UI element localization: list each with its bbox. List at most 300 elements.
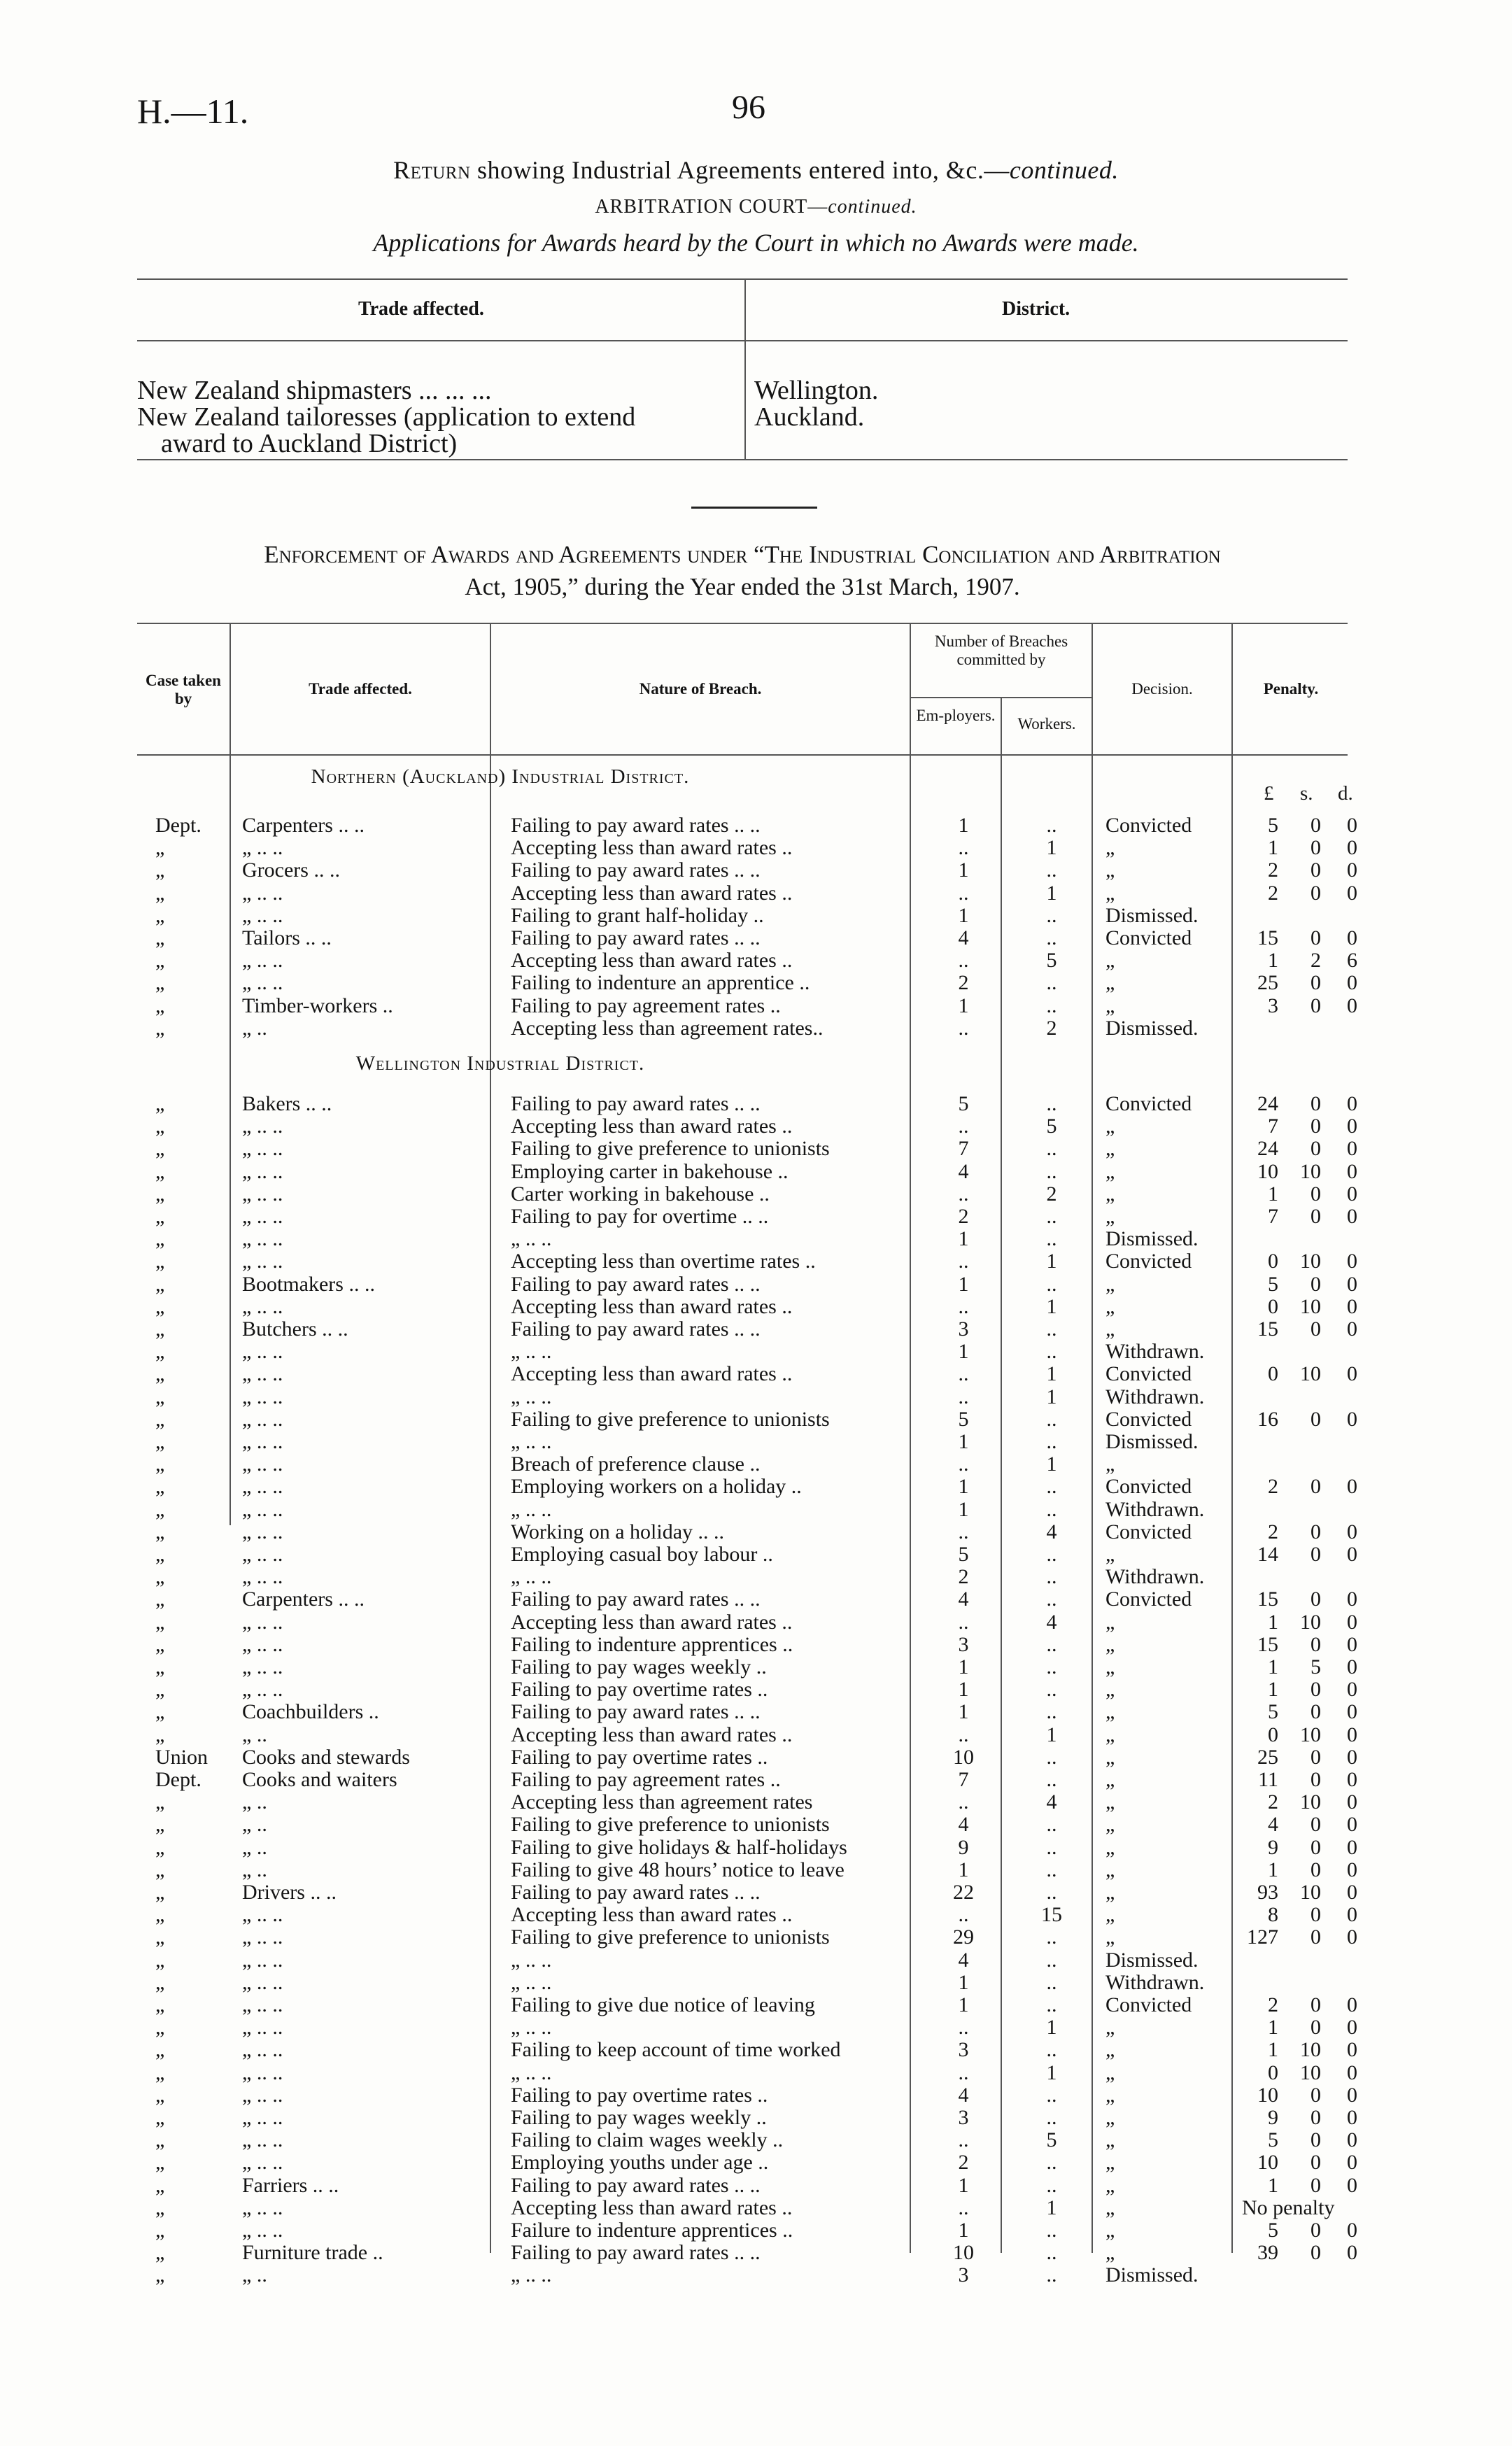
nature-of-breach: Accepting less than overtime rates .. <box>511 1250 816 1273</box>
penalty-shillings: 0 <box>1310 1835 1321 1859</box>
penalty-pounds: 5 <box>1268 1272 1278 1296</box>
worker-breaches: 15 <box>1041 1903 1062 1927</box>
decision: Convicted <box>1105 814 1192 837</box>
table-row <box>0 1250 1512 1273</box>
trade-affected: Coachbuilders .. <box>242 1700 379 1724</box>
penalty-pounds: 10 <box>1257 2083 1278 2107</box>
penalty-shillings: 0 <box>1310 1137 1321 1161</box>
employer-breaches: 1 <box>958 1858 969 1881</box>
penalty-pence: 0 <box>1347 2151 1357 2175</box>
trade-affected: „ .. .. <box>242 1903 283 1927</box>
trade-affected: „ .. .. <box>242 1227 283 1251</box>
decision: Withdrawn. <box>1105 1565 1205 1589</box>
employer-breaches: .. <box>958 1016 969 1040</box>
penalty-shillings: 0 <box>1310 1925 1321 1949</box>
case-taken-by: „ <box>155 2219 165 2242</box>
nature-of-breach: Failing to pay award rates .. .. <box>511 858 761 882</box>
decision: „ <box>1105 2083 1115 2107</box>
penalty-pounds: 15 <box>1257 1317 1278 1341</box>
penalty-pence: 0 <box>1347 1655 1357 1678</box>
nature-of-breach: Accepting less than award rates .. <box>511 1115 793 1138</box>
case-taken-by: „ <box>155 1948 165 1972</box>
trade-affected: „ .. .. <box>242 949 283 973</box>
employer-breaches: 1 <box>958 903 969 927</box>
penalty-pounds: 3 <box>1268 994 1278 1017</box>
worker-breaches: .. <box>1046 1317 1057 1341</box>
case-taken-by: „ <box>155 1115 165 1138</box>
trade-affected: „ .. .. <box>242 1294 283 1318</box>
trade-affected: „ .. .. <box>242 836 283 860</box>
employer-breaches: 1 <box>958 1430 969 1453</box>
court-heading-continued: continued. <box>828 196 917 218</box>
penalty-pence: 0 <box>1347 1588 1357 1611</box>
nature-of-breach: Accepting less than award rates .. <box>511 1610 793 1634</box>
penalty-pence: 0 <box>1347 1881 1357 1904</box>
penalty-pounds: 4 <box>1268 1813 1278 1837</box>
table-row <box>0 1318 1512 1341</box>
document-reference: H.—11. <box>137 92 249 131</box>
penalty-pence: 0 <box>1347 1678 1357 1702</box>
penalty-pounds: 1 <box>1268 1678 1278 1702</box>
trade-affected: „ .. .. <box>242 1610 283 1634</box>
penalty-shillings: 10 <box>1300 1881 1321 1904</box>
trade-affected: Butchers .. .. <box>242 1317 348 1341</box>
decision: „ <box>1105 2196 1115 2219</box>
nature-of-breach: Failing to pay agreement rates .. <box>511 994 781 1017</box>
worker-breaches: .. <box>1046 2106 1057 2129</box>
case-taken-by: „ <box>155 903 165 927</box>
nature-of-breach: Accepting less than award rates .. <box>511 2196 793 2219</box>
table-row <box>0 859 1512 882</box>
case-taken-by: „ <box>155 1430 165 1453</box>
trade-affected: „ .. .. <box>242 1993 283 2016</box>
employer-breaches: 2 <box>958 1205 969 1228</box>
nature-of-breach: Failing to pay overtime rates .. <box>511 2083 768 2107</box>
penalty-shillings: 0 <box>1310 2151 1321 2175</box>
table-row <box>0 1408 1512 1431</box>
decision: „ <box>1105 1159 1115 1183</box>
employer-breaches: .. <box>958 881 969 905</box>
trade-affected: Grocers .. .. <box>242 858 340 882</box>
case-taken-by: „ <box>155 1700 165 1724</box>
decision: „ <box>1105 1700 1115 1724</box>
return-title-rest: showing Industrial Agreements entered into, &c.— <box>477 156 1010 184</box>
worker-breaches: .. <box>1046 1678 1057 1702</box>
penalty-pence: 0 <box>1347 1317 1357 1341</box>
penalty-shillings: 0 <box>1310 1407 1321 1431</box>
penalty-pence: 0 <box>1347 1250 1357 1273</box>
decision: „ <box>1105 2219 1115 2242</box>
worker-breaches: 5 <box>1046 1115 1057 1138</box>
penalty-pounds: 25 <box>1257 1745 1278 1769</box>
table-row <box>0 2062 1512 2084</box>
penalty-pence: 0 <box>1347 1159 1357 1183</box>
penalty-pounds: 10 <box>1257 1159 1278 1183</box>
case-taken-by: „ <box>155 994 165 1017</box>
employer-breaches: 1 <box>958 2173 969 2197</box>
application-trade: award to Auckland District) <box>161 429 458 458</box>
nature-of-breach: Working on a holiday .. .. <box>511 1520 725 1543</box>
penalty-pounds: 11 <box>1258 1768 1278 1791</box>
table-row <box>0 2151 1512 2174</box>
worker-breaches: .. <box>1046 1858 1057 1881</box>
application-district: Wellington. <box>754 376 879 405</box>
decision: „ <box>1105 1678 1115 1702</box>
penalty-pence: 0 <box>1347 926 1357 949</box>
col-header-penalty: Penalty. <box>1263 680 1319 698</box>
table-row <box>0 1926 1512 1949</box>
table-rule <box>137 278 1348 280</box>
worker-breaches: .. <box>1046 903 1057 927</box>
table-row <box>0 1161 1512 1183</box>
employer-breaches: .. <box>958 1903 969 1927</box>
col-header-employers: Em-ployers. <box>916 707 996 724</box>
nature-of-breach: Employing carter in bakehouse .. <box>511 1159 789 1183</box>
decision: Convicted <box>1105 1993 1192 2016</box>
penalty-shillings: 0 <box>1310 1205 1321 1228</box>
trade-affected: „ .. .. <box>242 1565 283 1589</box>
nature-of-breach: Failing to pay wages weekly .. <box>511 2106 767 2129</box>
court-heading-text: ARBITRATION COURT— <box>595 196 828 218</box>
worker-breaches: .. <box>1046 1948 1057 1972</box>
penalty-pence: 0 <box>1347 1993 1357 2016</box>
nature-of-breach: Failing to pay award rates .. .. <box>511 1588 761 1611</box>
case-taken-by: „ <box>155 1925 165 1949</box>
decision: Convicted <box>1105 1475 1192 1499</box>
employer-breaches: 22 <box>953 1881 974 1904</box>
decision: „ <box>1105 1182 1115 1206</box>
penalty-shillings: 0 <box>1310 1317 1321 1341</box>
worker-breaches: .. <box>1046 1970 1057 1994</box>
worker-breaches: 2 <box>1046 1016 1057 1040</box>
nature-of-breach: Breach of preference clause .. <box>511 1452 761 1476</box>
worker-breaches: .. <box>1046 2083 1057 2107</box>
table-rule <box>744 278 746 459</box>
employer-breaches: 3 <box>958 2263 969 2287</box>
table-row <box>0 2084 1512 2107</box>
case-taken-by: „ <box>155 926 165 949</box>
employer-breaches: 1 <box>958 858 969 882</box>
table-rule <box>910 697 1091 698</box>
table-row <box>0 1634 1512 1656</box>
penalty-shillings: 0 <box>1310 1813 1321 1837</box>
employer-breaches: .. <box>958 1520 969 1543</box>
table-row <box>0 1017 1512 1040</box>
trade-affected: „ .. .. <box>242 903 283 927</box>
penalty-shillings: 0 <box>1310 1182 1321 1206</box>
penalty-shillings: 10 <box>1300 1723 1321 1746</box>
worker-breaches: .. <box>1046 1092 1057 1115</box>
penalty-shillings: 0 <box>1310 881 1321 905</box>
table-row <box>0 1431 1512 1453</box>
trade-affected: „ .. .. <box>242 881 283 905</box>
table-row <box>0 1115 1512 1138</box>
district-heading-northern: Northern (Auckland) Industrial District. <box>311 765 690 788</box>
nature-of-breach: „ .. .. <box>511 1385 552 1408</box>
pounds-header: £ <box>1264 782 1274 805</box>
penalty-pounds: 24 <box>1257 1092 1278 1115</box>
worker-breaches: .. <box>1046 1475 1057 1499</box>
decision: Dismissed. <box>1105 1430 1199 1453</box>
col-header-workers: Workers. <box>1017 715 1076 733</box>
nature-of-breach: Failing to pay award rates .. .. <box>511 1700 761 1724</box>
penalty-pence: 0 <box>1347 1632 1357 1656</box>
nature-of-breach: „ .. .. <box>511 1340 552 1364</box>
decision: Convicted <box>1105 1250 1192 1273</box>
employer-breaches: 5 <box>958 1543 969 1566</box>
penalty-pence: 0 <box>1347 814 1357 837</box>
trade-affected: „ .. .. <box>242 1632 283 1656</box>
table-row <box>0 1724 1512 1746</box>
case-taken-by: „ <box>155 1317 165 1341</box>
penalty-shillings: 0 <box>1310 2083 1321 2107</box>
employer-breaches: 4 <box>958 926 969 949</box>
table-row <box>0 2129 1512 2151</box>
penalty-pence: 0 <box>1347 1723 1357 1746</box>
nature-of-breach: „ .. .. <box>511 2060 552 2084</box>
penalty-shillings: 2 <box>1310 949 1321 973</box>
case-taken-by: „ <box>155 2263 165 2287</box>
penalty-pence: 0 <box>1347 1362 1357 1386</box>
decision: „ <box>1105 1925 1115 1949</box>
worker-breaches: .. <box>1046 1745 1057 1769</box>
case-taken-by: „ <box>155 2060 165 2084</box>
penalty-shillings: 0 <box>1310 994 1321 1017</box>
penalty-pence: 0 <box>1347 2038 1357 2062</box>
employer-breaches: 4 <box>958 2083 969 2107</box>
employer-breaches: .. <box>958 1452 969 1476</box>
penalty-shillings: 0 <box>1310 1092 1321 1115</box>
decision: Dismissed. <box>1105 1016 1199 1040</box>
employer-breaches: 1 <box>958 1655 969 1678</box>
trade-affected: „ .. .. <box>242 1925 283 1949</box>
penalty-pounds: 16 <box>1257 1407 1278 1431</box>
decision: „ <box>1105 949 1115 973</box>
col-header-trade: Trade affected. <box>358 298 484 320</box>
penalty-shillings: 0 <box>1310 2219 1321 2242</box>
trade-affected: „ .. .. <box>242 1452 283 1476</box>
nature-of-breach: Failing to pay agreement rates .. <box>511 1768 781 1791</box>
enforcement-title-line1: Enforcement of Awards and Agreements under “The Industrial Conciliation and Arbitration <box>264 541 1221 568</box>
decision: „ <box>1105 1655 1115 1678</box>
case-taken-by: „ <box>155 1520 165 1543</box>
worker-breaches: 4 <box>1046 1610 1057 1634</box>
trade-affected: „ .. .. <box>242 2038 283 2062</box>
worker-breaches: .. <box>1046 858 1057 882</box>
decision: „ <box>1105 1317 1115 1341</box>
worker-breaches: .. <box>1046 1632 1057 1656</box>
employer-breaches: 2 <box>958 2151 969 2175</box>
employer-breaches: 1 <box>958 1227 969 1251</box>
penalty-pounds: 0 <box>1268 1362 1278 1386</box>
trade-affected: „ .. <box>242 1790 267 1814</box>
penalty-pence: 6 <box>1347 949 1357 973</box>
trade-affected: Drivers .. .. <box>242 1881 337 1904</box>
worker-breaches: .. <box>1046 1655 1057 1678</box>
penalty-pounds: 1 <box>1268 2038 1278 2062</box>
trade-affected: Bakers .. .. <box>242 1092 332 1115</box>
employer-breaches: 3 <box>958 2106 969 2129</box>
trade-affected: Farriers .. .. <box>242 2173 339 2197</box>
case-taken-by: „ <box>155 1137 165 1161</box>
decision: „ <box>1105 858 1115 882</box>
nature-of-breach: Accepting less than award rates .. <box>511 836 793 860</box>
worker-breaches: .. <box>1046 1227 1057 1251</box>
case-taken-by: „ <box>155 1092 165 1115</box>
employer-breaches: 2 <box>958 971 969 995</box>
penalty-pounds: 10 <box>1257 2151 1278 2175</box>
trade-affected: „ .. .. <box>242 1159 283 1183</box>
penalty-pence: 0 <box>1347 2016 1357 2039</box>
nature-of-breach: Failing to grant half-holiday .. <box>511 903 764 927</box>
page-number: 96 <box>732 89 765 126</box>
employer-breaches: .. <box>958 836 969 860</box>
penalty-shillings: 0 <box>1310 1543 1321 1566</box>
penalty-shillings: 10 <box>1300 1362 1321 1386</box>
decision: „ <box>1105 1543 1115 1566</box>
penalty-pounds: 7 <box>1268 1115 1278 1138</box>
employer-breaches: 1 <box>958 1272 969 1296</box>
nature-of-breach: Carter working in bakehouse .. <box>511 1182 770 1206</box>
employer-breaches: .. <box>958 2196 969 2219</box>
table-row <box>0 1386 1512 1408</box>
penalty-pounds: 2 <box>1268 1993 1278 2016</box>
col-header-nature: Nature of Breach. <box>639 680 762 698</box>
trade-affected: „ .. .. <box>242 1970 283 1994</box>
penalty-pounds: 15 <box>1257 926 1278 949</box>
nature-of-breach: Failing to pay overtime rates .. <box>511 1678 768 1702</box>
decision: Withdrawn. <box>1105 1340 1205 1364</box>
pence-header: d. <box>1338 782 1353 805</box>
decision: Convicted <box>1105 1362 1192 1386</box>
trade-affected: „ .. .. <box>242 1205 283 1228</box>
penalty-pence: 0 <box>1347 1475 1357 1499</box>
table-row <box>0 1656 1512 1678</box>
worker-breaches: 1 <box>1046 881 1057 905</box>
trade-affected: Timber-workers .. <box>242 994 393 1017</box>
trade-affected: „ .. .. <box>242 1362 283 1386</box>
penalty-pounds: 5 <box>1268 2219 1278 2242</box>
decision: „ <box>1105 1835 1115 1859</box>
penalty-shillings: 0 <box>1310 1745 1321 1769</box>
applications-subtitle: Applications for Awards heard by the Court in which no Awards were made. <box>373 229 1139 257</box>
application-trade: New Zealand shipmasters ... ... ... <box>137 376 492 405</box>
worker-breaches: .. <box>1046 1137 1057 1161</box>
employer-breaches: 4 <box>958 1948 969 1972</box>
penalty-shillings: 0 <box>1310 1700 1321 1724</box>
decision: Dismissed. <box>1105 1227 1199 1251</box>
nature-of-breach: Accepting less than agreement rates.. <box>511 1016 824 1040</box>
worker-breaches: .. <box>1046 1588 1057 1611</box>
case-taken-by: „ <box>155 1294 165 1318</box>
district-heading-wellington: Wellington Industrial District. <box>355 1052 645 1075</box>
employer-breaches: .. <box>958 2016 969 2039</box>
decision: „ <box>1105 2173 1115 2197</box>
table-rule <box>137 340 1348 341</box>
worker-breaches: .. <box>1046 2151 1057 2175</box>
employer-breaches: 7 <box>958 1137 969 1161</box>
worker-breaches: .. <box>1046 1159 1057 1183</box>
col-header-case: Case taken by <box>146 672 221 707</box>
penalty-shillings: 0 <box>1310 858 1321 882</box>
nature-of-breach: Failing to keep account of time worked <box>511 2038 841 2062</box>
penalty-pounds: 1 <box>1268 1610 1278 1634</box>
employer-breaches: .. <box>958 1385 969 1408</box>
decision: „ <box>1105 1745 1115 1769</box>
penalty-pounds: 0 <box>1268 2060 1278 2084</box>
penalty-pence: 0 <box>1347 1610 1357 1634</box>
application-trade: New Zealand tailoresses (application to extend <box>137 402 636 432</box>
case-taken-by: „ <box>155 1790 165 1814</box>
trade-affected: Tailors .. .. <box>242 926 332 949</box>
case-taken-by: „ <box>155 2196 165 2219</box>
case-taken-by: „ <box>155 2016 165 2039</box>
penalty-pounds: 1 <box>1268 949 1278 973</box>
penalty-shillings: 0 <box>1310 1858 1321 1881</box>
table-row <box>0 1138 1512 1160</box>
case-taken-by: „ <box>155 1272 165 1296</box>
table-row <box>0 1499 1512 1521</box>
employer-breaches: 4 <box>958 1588 969 1611</box>
nature-of-breach: Failing to give due notice of leaving <box>511 1993 815 2016</box>
decision: „ <box>1105 1137 1115 1161</box>
decision: Convicted <box>1105 1407 1192 1431</box>
penalty-shillings: 0 <box>1310 2016 1321 2039</box>
case-taken-by: „ <box>155 1858 165 1881</box>
table-row <box>0 814 1512 837</box>
decision: „ <box>1105 1790 1115 1814</box>
nature-of-breach: Employing youths under age .. <box>511 2151 769 2175</box>
penalty-pence: 0 <box>1347 2173 1357 2197</box>
penalty-pounds: 2 <box>1268 1475 1278 1499</box>
penalty-pence: 0 <box>1347 1115 1357 1138</box>
decision: Dismissed. <box>1105 903 1199 927</box>
penalty-pounds: 5 <box>1268 2128 1278 2152</box>
worker-breaches: 2 <box>1046 1182 1057 1206</box>
penalty-pence: 0 <box>1347 836 1357 860</box>
penalty-shillings: 0 <box>1310 2106 1321 2129</box>
court-heading <box>0 196 1512 218</box>
worker-breaches: 1 <box>1046 1294 1057 1318</box>
employer-breaches: 1 <box>958 1993 969 2016</box>
decision: „ <box>1105 1452 1115 1476</box>
decision: „ <box>1105 1272 1115 1296</box>
trade-affected: „ .. <box>242 1858 267 1881</box>
employer-breaches: .. <box>958 1115 969 1138</box>
trade-affected: Carpenters .. .. <box>242 814 365 837</box>
penalty-shillings: 0 <box>1310 1678 1321 1702</box>
penalty-shillings: 0 <box>1310 2173 1321 2197</box>
penalty-pounds: 8 <box>1268 1903 1278 1927</box>
penalty-pence: 0 <box>1347 2060 1357 2084</box>
penalty-pence: 0 <box>1347 1903 1357 1927</box>
trade-affected: „ .. .. <box>242 2128 283 2152</box>
decision: Dismissed. <box>1105 2263 1199 2287</box>
penalty-pounds: 5 <box>1268 814 1278 837</box>
decision: „ <box>1105 1632 1115 1656</box>
worker-breaches: 4 <box>1046 1790 1057 1814</box>
penalty-pence: 0 <box>1347 2083 1357 2107</box>
application-district: Auckland. <box>754 402 865 432</box>
nature-of-breach: Failing to give preference to unionists <box>511 1813 830 1837</box>
nature-of-breach: Accepting less than award rates .. <box>511 1903 793 1927</box>
nature-of-breach: „ .. .. <box>511 2263 552 2287</box>
table-row <box>0 1363 1512 1385</box>
employer-breaches: 1 <box>958 814 969 837</box>
trade-affected: Bootmakers .. .. <box>242 1272 375 1296</box>
table-row <box>0 2107 1512 2129</box>
nature-of-breach: „ .. .. <box>511 1565 552 1589</box>
